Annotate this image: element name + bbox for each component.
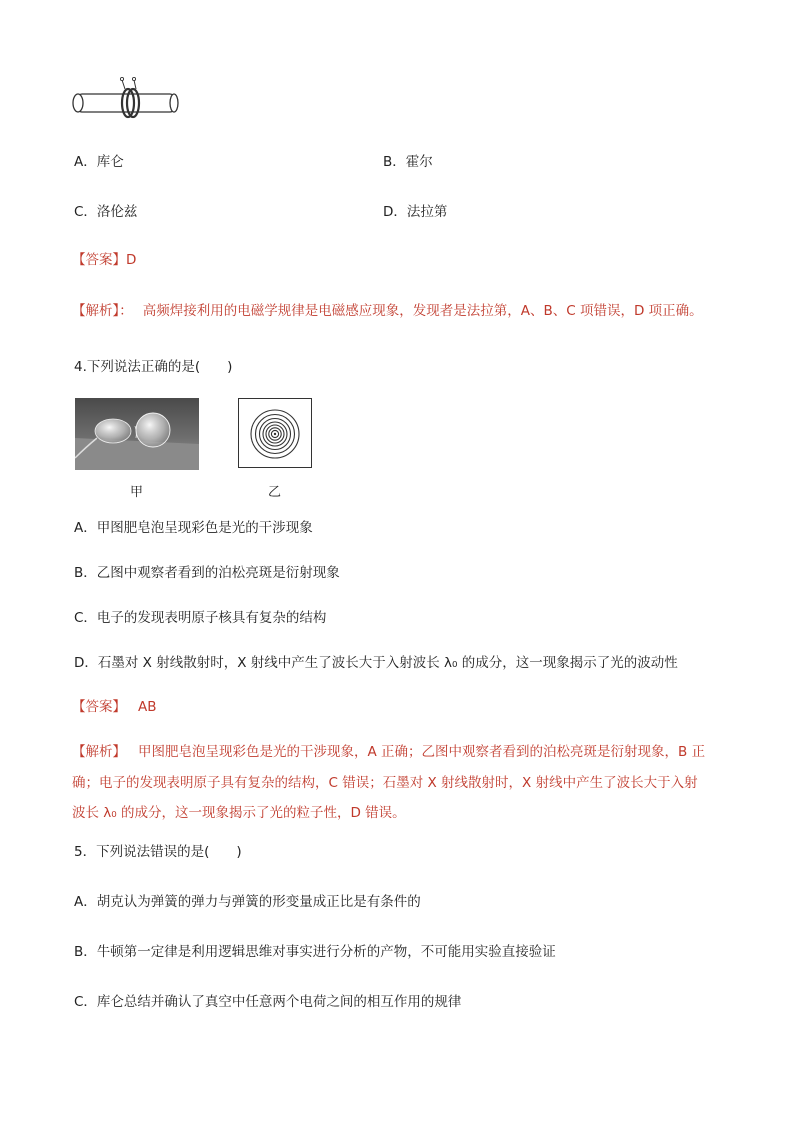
q4-analysis-line-2: 确；电子的发现表明原子具有复杂的结构，C 错误；石墨对 X 射线散射时，X 射线中产生了波长大于入射 <box>72 775 698 791</box>
figure-caption-yi: 乙 <box>268 485 282 500</box>
q5-option-c: C．库仑总结并确认了真空中任意两个电荷之间的相互作用的规律 <box>74 994 462 1010</box>
q5-stem: 5．下列说法错误的是( ) <box>74 844 242 860</box>
q4-answer <box>72 695 157 715</box>
q4-analysis-line-3: 波长 λ₀ 的成分，这一现象揭示了光的粒子性，D 错误。 <box>72 805 406 821</box>
q4-option-c: C．电子的发现表明原子核具有复杂的结构 <box>74 610 327 626</box>
q5-option-a: A．胡克认为弹簧的弹力与弹簧的形变量成正比是有条件的 <box>74 894 421 910</box>
analysis-text: 高频焊接利用的电磁学规律是电磁感应现象，发现者是法拉第，A、B、C 项错误，D 项正确。 <box>142 303 703 319</box>
pipe-coil-figure <box>70 76 180 122</box>
poisson-spot-figure <box>238 398 312 468</box>
q5-option-b: B．牛顿第一定律是利用逻辑思维对事实进行分析的产物，不可能用实验直接验证 <box>74 944 556 960</box>
q4-option-a: A．甲图肥皂泡呈现彩色是光的干涉现象 <box>74 520 313 536</box>
analysis-text: 甲图肥皂泡呈现彩色是光的干涉现象，A 正确；乙图中观察者看到的泊松亮斑是衍射现象，B 正 <box>138 744 706 760</box>
answer-value: D <box>126 252 137 268</box>
analysis-label: 【解析】 <box>72 744 126 760</box>
q3-answer <box>72 248 136 268</box>
q4-option-b: B．乙图中观察者看到的泊松亮斑是衍射现象 <box>74 565 340 581</box>
q3-option-c: C．洛伦兹 <box>74 204 138 220</box>
q3-option-d: D．法拉第 <box>383 204 448 220</box>
q3-option-b: B．霍尔 <box>383 154 433 170</box>
q4-analysis-line-1 <box>72 740 705 760</box>
soap-bubble-photo <box>75 398 199 470</box>
analysis-label: 【解析】： <box>72 303 133 319</box>
q3-analysis <box>72 299 703 319</box>
answer-value: AB <box>138 699 157 715</box>
answer-label: 【答案】 <box>72 699 126 715</box>
q4-option-d: D．石墨对 X 射线散射时，X 射线中产生了波长大于入射波长 λ₀ 的成分，这一现象揭示了光的波动性 <box>74 655 678 671</box>
figure-caption-jia: 甲 <box>130 485 144 500</box>
q3-option-a: A．库仑 <box>74 154 124 170</box>
q4-stem: 4.下列说法正确的是( ) <box>74 359 233 375</box>
answer-label: 【答案】 <box>72 252 126 268</box>
